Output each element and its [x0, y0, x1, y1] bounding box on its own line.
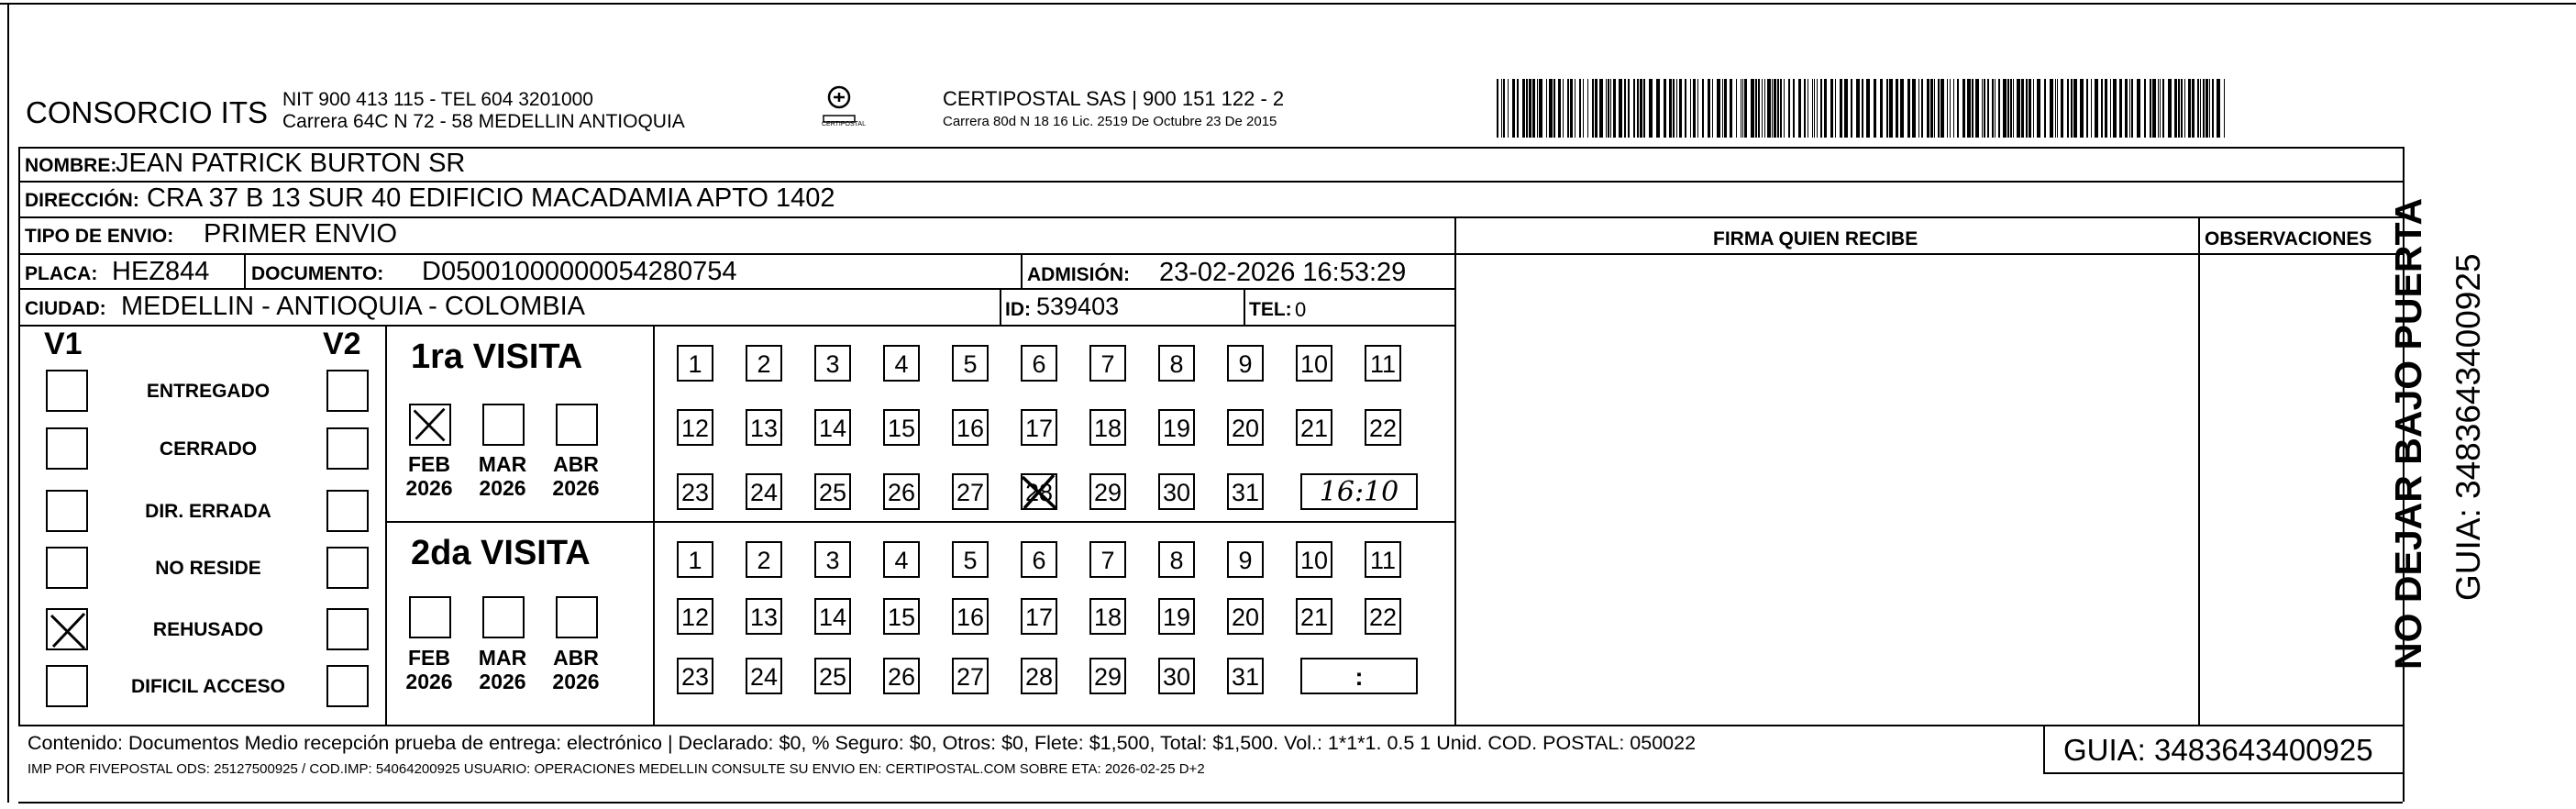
time-box[interactable]: : [1300, 658, 1418, 694]
v1-checkbox[interactable] [46, 370, 88, 412]
company-line2: Carrera 64C N 72 - 58 MEDELLIN ANTIOQUIA [282, 111, 685, 132]
day-box[interactable]: 11 [1365, 345, 1401, 382]
v1-checkbox[interactable] [46, 547, 88, 589]
nombre-value: JEAN PATRICK BURTON SR [116, 149, 466, 178]
month-checkbox[interactable] [482, 596, 525, 638]
day-box[interactable]: 7 [1089, 541, 1126, 578]
row-line-4 [18, 288, 1454, 290]
month-checkbox[interactable] [482, 404, 525, 446]
day-box[interactable]: 19 [1158, 598, 1195, 635]
visit-mid-line [385, 521, 1454, 523]
day-box[interactable]: 16 [952, 409, 989, 446]
admision-label: ADMISIÓN: [1027, 264, 1130, 285]
day-box[interactable]: 6 [1021, 345, 1057, 382]
month-name: FEB [408, 646, 450, 670]
placa-divider [244, 253, 246, 288]
status-option-label: REHUSADO [152, 619, 264, 640]
placa-label: PLACA: [25, 263, 98, 284]
day-box[interactable]: 8 [1158, 541, 1195, 578]
day-box[interactable]: 3 [814, 345, 851, 382]
day-box[interactable]: 20 [1227, 409, 1264, 446]
day-box[interactable]: 10 [1296, 345, 1332, 382]
day-box[interactable]: 5 [952, 541, 989, 578]
documento-value: D05001000000054280754 [422, 257, 737, 286]
month-name: ABR [553, 646, 599, 670]
month-name: ABR [553, 452, 599, 476]
logo-text: CERTIPOSTAL [822, 121, 866, 127]
day-box[interactable]: 31 [1227, 658, 1264, 694]
v2-checkbox[interactable] [326, 427, 369, 470]
day-box[interactable]: 8 [1158, 345, 1195, 382]
day-box[interactable]: 14 [814, 409, 851, 446]
day-box[interactable]: 12 [677, 598, 713, 635]
month-checkbox[interactable] [556, 404, 598, 446]
day-box[interactable]: 13 [746, 409, 782, 446]
barcode [1497, 79, 2225, 138]
firma-left-line [1454, 216, 1456, 725]
day-box[interactable]: 21 [1296, 598, 1332, 635]
time-box[interactable]: 16:10 [1300, 473, 1418, 510]
month-label [402, 646, 457, 694]
day-box[interactable]: 5 [952, 345, 989, 382]
day-box[interactable]: 27 [952, 473, 989, 510]
v2-label: V2 [323, 327, 361, 361]
id-label: ID: [1005, 299, 1031, 320]
placa-value: HEZ844 [112, 257, 210, 286]
footer-guia: GUIA: 3483643400925 [2063, 733, 2373, 767]
day-box[interactable]: 3 [814, 541, 851, 578]
company-name: CONSORCIO ITS [26, 95, 269, 129]
certipostal-line1: CERTIPOSTAL SAS | 900 151 122 - 2 [943, 87, 1285, 110]
tel-divider [1244, 288, 1245, 325]
day-check-mark [1019, 471, 1059, 512]
day-box[interactable]: 4 [883, 345, 920, 382]
day-box[interactable]: 16 [952, 598, 989, 635]
day-box[interactable]: 24 [746, 473, 782, 510]
status-option-label: CERRADO [159, 438, 258, 460]
day-box[interactable]: 29 [1089, 658, 1126, 694]
v1-label: V1 [44, 327, 83, 361]
month-label [475, 452, 530, 501]
day-box[interactable]: 13 [746, 598, 782, 635]
v2-checkbox[interactable] [326, 370, 369, 412]
bottom-border [18, 802, 2403, 803]
ciudad-label: CIUDAD: [25, 298, 106, 319]
month-name: MAR [478, 646, 527, 670]
day-box[interactable]: 10 [1296, 541, 1332, 578]
id-value: 539403 [1036, 293, 1120, 320]
v2-checkbox[interactable] [326, 608, 369, 650]
side-warning: NO DEJAR BAJO PUERTA [2387, 197, 2429, 670]
visit-divider [653, 325, 655, 725]
row-line-1 [18, 181, 2403, 183]
certipostal-line2: Carrera 80d N 18 16 Lic. 2519 De Octubre 23 De 2015 [943, 114, 1277, 129]
v1-checkbox[interactable] [46, 665, 88, 707]
month-year: 2026 [552, 476, 600, 501]
day-box[interactable]: 9 [1227, 345, 1264, 382]
day-box[interactable]: 24 [746, 658, 782, 694]
day-box[interactable]: 26 [883, 658, 920, 694]
v1-checkbox[interactable] [46, 490, 88, 532]
day-box[interactable]: 28 [1021, 658, 1057, 694]
tel-label: TEL: [1249, 299, 1292, 320]
day-box[interactable]: 7 [1089, 345, 1126, 382]
row-line-2 [18, 216, 2403, 218]
day-box[interactable]: 2 [746, 541, 782, 578]
month-year: 2026 [552, 670, 600, 694]
month-year: 2026 [479, 670, 526, 694]
day-box[interactable]: 25 [814, 473, 851, 510]
month-label [548, 646, 603, 694]
day-box[interactable]: 26 [883, 473, 920, 510]
day-box[interactable]: 17 [1021, 598, 1057, 635]
documento-label: DOCUMENTO: [251, 263, 384, 284]
direccion-value: CRA 37 B 13 SUR 40 EDIFICIO MACADAMIA APTO 1402 [147, 183, 835, 213]
day-box[interactable]: 1 [677, 541, 713, 578]
month-label [475, 646, 530, 694]
day-box[interactable]: 23 [677, 473, 713, 510]
direccion-label: DIRECCIÓN: [25, 190, 139, 211]
v1-checkbox[interactable] [46, 427, 88, 470]
month-checkbox[interactable] [409, 404, 451, 446]
day-box[interactable]: 4 [883, 541, 920, 578]
admision-value: 23-02-2026 16:53:29 [1159, 258, 1407, 287]
month-label [548, 452, 603, 501]
top-border [0, 3, 2576, 5]
day-box[interactable]: 18 [1089, 598, 1126, 635]
row-line-3 [18, 253, 2403, 255]
day-box[interactable]: 28 [1021, 473, 1057, 510]
month-checkbox[interactable] [409, 596, 451, 638]
second-visit-label: 2da VISITA [411, 534, 591, 572]
v2-checkbox[interactable] [326, 547, 369, 589]
status-option-label: DIFICIL ACCESO [130, 676, 285, 697]
month-year: 2026 [405, 476, 453, 501]
status-option-label: DIR. ERRADA [145, 501, 271, 522]
footer-line2: IMP POR FIVEPOSTAL ODS: 25127500925 / COD.IMP: 54064200925 USUARIO: OPERACIONES MEDELLIN CONSULTE SU ENVIO EN: CERTIPOSTAL.COM SOBRE ETA: 2026-02-25 D+2 [28, 761, 1205, 777]
day-box[interactable]: 23 [677, 658, 713, 694]
day-box[interactable]: 27 [952, 658, 989, 694]
side-guia: GUIA: 3483643400925 [2449, 253, 2487, 601]
day-box[interactable]: 21 [1296, 409, 1332, 446]
firma-label: FIRMA QUIEN RECIBE [1713, 228, 1918, 249]
month-label [402, 452, 457, 501]
day-box[interactable]: 31 [1227, 473, 1264, 510]
tipo-label: TIPO DE ENVIO: [25, 226, 174, 247]
footer-guia-bottom [2043, 772, 2403, 774]
day-box[interactable]: 25 [814, 658, 851, 694]
row-line-5 [18, 325, 1454, 327]
form-left-line [18, 147, 20, 725]
day-box[interactable]: 22 [1365, 409, 1401, 446]
day-box[interactable]: 9 [1227, 541, 1264, 578]
day-box[interactable]: 29 [1089, 473, 1126, 510]
day-box[interactable]: 15 [883, 598, 920, 635]
day-box[interactable]: 20 [1227, 598, 1264, 635]
nombre-label: NOMBRE: [25, 155, 117, 176]
day-box[interactable]: 12 [677, 409, 713, 446]
v2-checkbox[interactable] [326, 665, 369, 707]
month-year: 2026 [479, 476, 526, 501]
observaciones-label: OBSERVACIONES [2205, 228, 2372, 249]
day-box[interactable]: 15 [883, 409, 920, 446]
day-box[interactable]: 11 [1365, 541, 1401, 578]
month-name: MAR [478, 452, 527, 476]
company-line1: NIT 900 413 115 - TEL 604 3201000 [282, 89, 593, 110]
left-border [7, 3, 9, 803]
day-box[interactable]: 30 [1158, 658, 1195, 694]
day-box[interactable]: 17 [1021, 409, 1057, 446]
id-divider [1000, 288, 1001, 325]
first-visit-label: 1ra VISITA [411, 338, 583, 376]
day-box[interactable]: 2 [746, 345, 782, 382]
footer-top-line [18, 725, 2403, 726]
ciudad-value: MEDELLIN - ANTIOQUIA - COLOMBIA [121, 292, 585, 321]
day-box[interactable]: 30 [1158, 473, 1195, 510]
status-option-label: ENTREGADO [146, 381, 271, 402]
footer-line1: Contenido: Documentos Medio recepción prueba de entrega: electrónico | Declarado: $0, % Seguro: $0, Otros: $0, Flete: $1,500, Total: $1,500. Vol.: 1*1*1. 0.5 1 Unid. COD. POSTAL: 050022 [28, 732, 1697, 754]
footer-guia-divider [2043, 725, 2045, 772]
status-right-line [385, 325, 387, 725]
day-box[interactable]: 14 [814, 598, 851, 635]
day-box[interactable]: 18 [1089, 409, 1126, 446]
observaciones-left-line [2198, 216, 2200, 725]
day-box[interactable]: 22 [1365, 598, 1401, 635]
month-checkbox[interactable] [556, 596, 598, 638]
v1-checkbox[interactable] [46, 608, 88, 650]
admision-divider [1021, 253, 1023, 288]
status-option-label: NO RESIDE [155, 558, 261, 579]
day-box[interactable]: 1 [677, 345, 713, 382]
day-box[interactable]: 19 [1158, 409, 1195, 446]
month-year: 2026 [405, 670, 453, 694]
tel-value: 0 [1295, 298, 1307, 321]
tipo-value: PRIMER ENVIO [204, 219, 398, 249]
month-name: FEB [408, 452, 450, 476]
day-box[interactable]: 6 [1021, 541, 1057, 578]
v2-checkbox[interactable] [326, 490, 369, 532]
